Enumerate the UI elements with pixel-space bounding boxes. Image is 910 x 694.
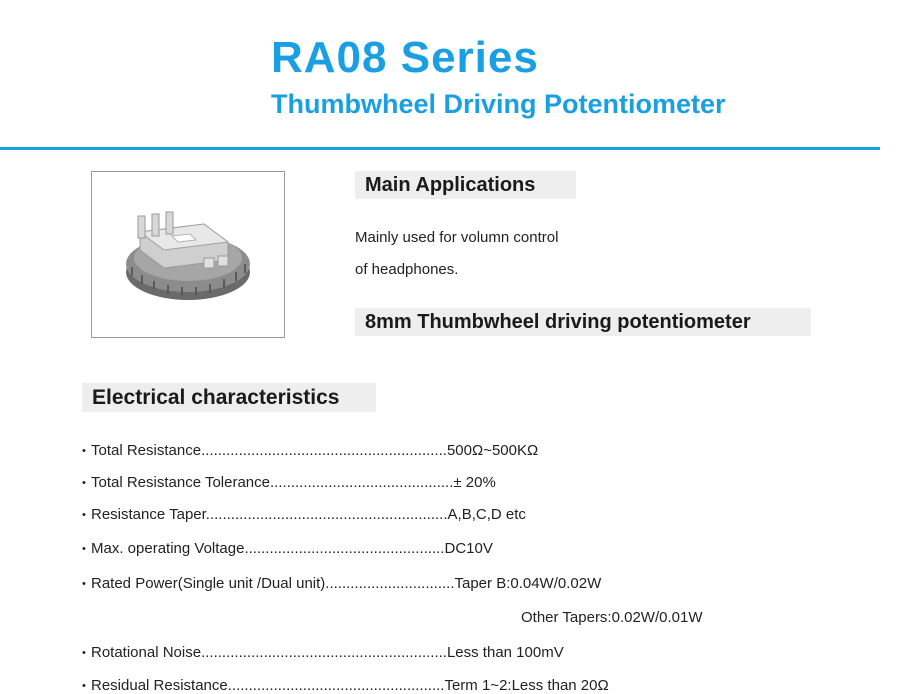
electrical-characteristics-heading: Electrical characteristics	[82, 383, 376, 412]
spec-rotational-noise	[82, 644, 564, 661]
leader-dots: ...............................	[325, 575, 455, 592]
product-heading: 8mm Thumbwheel driving potentiometer	[355, 308, 811, 336]
spec-value: Less than 100mV	[446, 644, 564, 661]
bullet-icon: •	[82, 509, 86, 521]
spec-value: A,B,C,D etc	[447, 506, 526, 523]
spec-label: Max. operating Voltage	[91, 540, 245, 557]
page-title: RA08 Series	[271, 33, 539, 82]
spec-rated-power-other-tapers: Other Tapers:0.02W/0.01W	[521, 609, 703, 626]
bullet-icon: •	[82, 477, 86, 489]
spec-value: DC10V	[444, 540, 493, 557]
leader-dots: ................................................	[244, 540, 445, 557]
main-applications-heading: Main Applications	[355, 171, 576, 199]
spec-label: Residual Resistance	[91, 677, 228, 694]
application-line-1: Mainly used for volumn control	[355, 229, 559, 246]
leader-dots: ..........................................................	[205, 506, 448, 523]
spec-total-resistance	[82, 442, 538, 459]
potentiometer-illustration	[92, 172, 284, 337]
spec-value: 500Ω~500KΩ	[446, 442, 539, 459]
spec-residual-resistance	[82, 677, 609, 694]
spec-resistance-taper	[82, 506, 526, 523]
leader-dots: ....................................................	[227, 677, 445, 694]
spec-label: Total Resistance Tolerance	[91, 474, 270, 491]
header-divider	[0, 147, 880, 150]
spec-label: Rotational Noise	[91, 644, 202, 661]
spec-label: Rated Power(Single unit /Dual unit)	[91, 575, 326, 592]
page-subtitle: Thumbwheel Driving Potentiometer	[271, 89, 726, 119]
spec-rated-power	[82, 575, 601, 592]
bullet-icon: •	[82, 680, 86, 692]
product-photo	[91, 171, 285, 338]
spec-value: Term 1~2:Less than 20Ω	[444, 677, 609, 694]
spec-value: ± 20%	[453, 474, 496, 491]
spec-total-resistance-tolerance	[82, 474, 496, 491]
bullet-icon: •	[82, 543, 86, 555]
application-line-2: of headphones.	[355, 261, 459, 278]
spec-max-operating-voltage	[82, 540, 493, 557]
leader-dots: ...........................................................	[201, 442, 447, 459]
spec-label: Total Resistance	[91, 442, 202, 459]
leader-dots: ............................................	[270, 474, 454, 491]
bullet-icon: •	[82, 578, 86, 590]
leader-dots: ...........................................................	[201, 644, 447, 661]
bullet-icon: •	[82, 647, 86, 659]
spec-value: Taper B:0.04W/0.02W	[454, 575, 602, 592]
bullet-icon: •	[82, 445, 86, 457]
spec-label: Resistance Taper	[91, 506, 206, 523]
